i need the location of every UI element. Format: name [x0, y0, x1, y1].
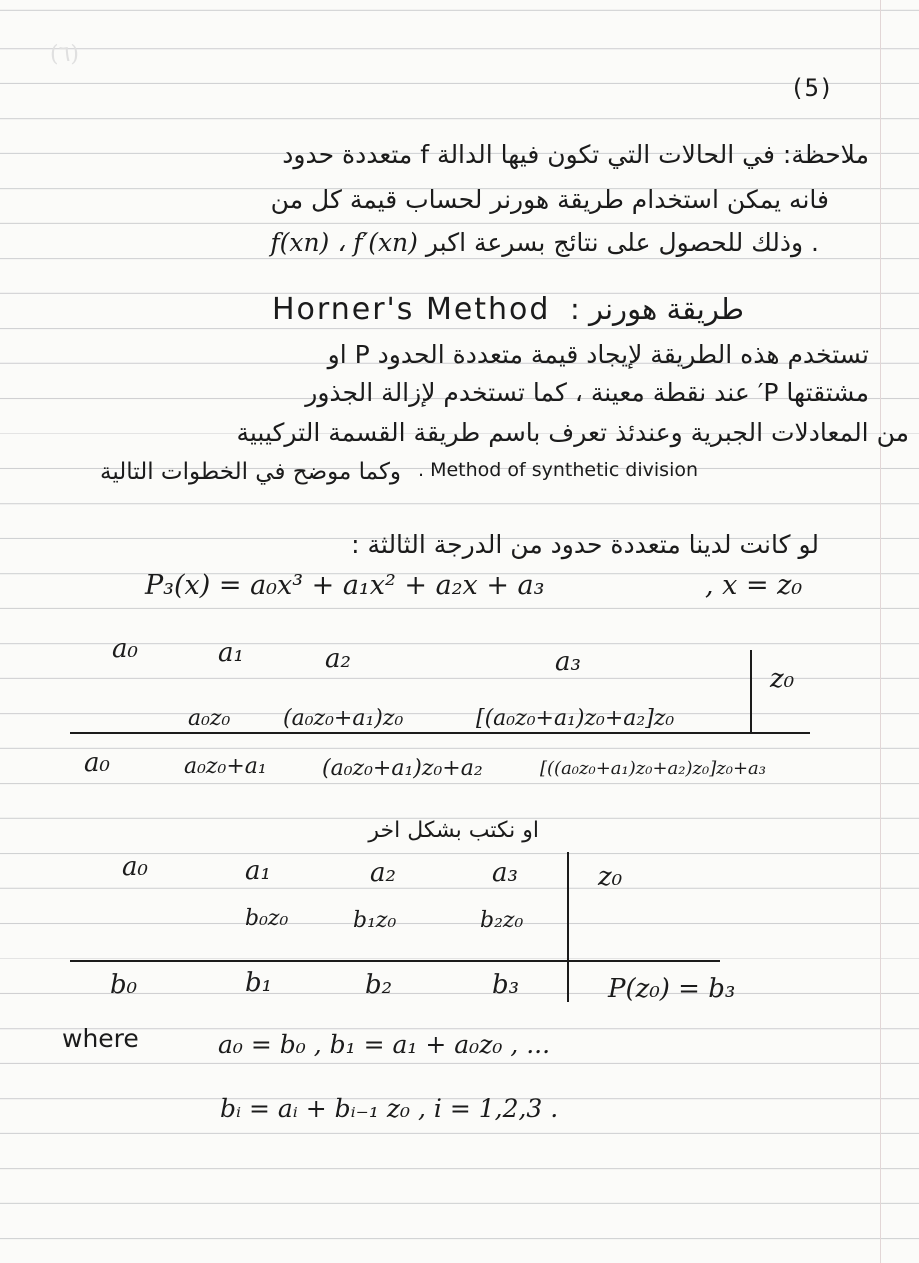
heading-arabic: طريقة هورنر :: [570, 292, 744, 326]
t2-value: P(z₀) = b₃: [608, 974, 736, 1004]
t2-coeff-a0: a₀: [122, 852, 148, 882]
para-line-3: من المعادلات الجبرية وعندئذ تعرف باسم طريقة القسمة التركيبية: [236, 418, 909, 447]
note-line-3-text: وذلك للحصول على نتائج بسرعة اكبر .: [425, 228, 819, 257]
where-label: where: [62, 1024, 139, 1053]
polynomial-point: , x = z₀: [705, 570, 803, 601]
t2-vertical-divider: [567, 852, 569, 1002]
note-line-2: فانه يمكن استخدام طريقة هورنر لحساب قيمة كل من: [270, 185, 829, 214]
alt-intro: او نكتب بشكل اخر: [368, 818, 539, 843]
para-line-4-english: . Method of synthetic division: [418, 459, 699, 481]
t2-product-1: b₀z₀: [245, 906, 289, 931]
general-formula: bᵢ = aᵢ + bᵢ₋₁ z₀ , i = 1,2,3 .: [220, 1094, 559, 1123]
para-line-4-arabic: وكما موضح في الخطوات التالية: [100, 459, 402, 485]
page-number: (5): [790, 74, 834, 102]
t1-coeff-a0: a₀: [112, 634, 138, 664]
where-expression: a₀ = b₀ , b₁ = a₁ + a₀z₀ , ...: [218, 1030, 551, 1059]
note-line-3-math: f(xn) ، f′(xn): [270, 228, 418, 257]
faded-page-number: (٦): [50, 42, 80, 67]
note-line-3: [270, 228, 819, 257]
t2-result-b0: b₀: [110, 970, 138, 1000]
t2-result-b2: b₂: [365, 970, 393, 1000]
t2-point: z₀: [598, 862, 623, 892]
t2-coeff-a2: a₂: [370, 858, 396, 888]
t2-coeff-a3: a₃: [492, 858, 518, 888]
poly-intro: لو كانت لدينا متعددة حدود من الدرجة الثالثة :: [351, 530, 819, 559]
t1-vertical-divider: [750, 650, 752, 734]
t2-result-b1: b₁: [245, 968, 273, 998]
t2-coeff-a1: a₁: [245, 856, 271, 886]
t1-point: z₀: [770, 664, 795, 694]
t1-product-1: a₀z₀: [188, 706, 231, 731]
t1-result-2: a₀z₀+a₁: [184, 754, 267, 779]
t2-product-3: b₂z₀: [480, 908, 524, 933]
t1-horizontal-rule: [70, 732, 810, 734]
para-line-2: مشتقتها P′ عند نقطة معينة ، كما تستخدم لإزالة الجذور: [305, 378, 869, 407]
t1-result-1: a₀: [84, 748, 110, 778]
t1-coeff-a1: a₁: [218, 638, 244, 668]
t1-product-3: [(a₀z₀+a₁)z₀+a₂]z₀: [476, 706, 675, 731]
t1-coeff-a3: a₃: [555, 647, 581, 677]
para-line-1: تستخدم هذه الطريقة لإيجاد قيمة متعددة الحدود P او: [327, 340, 869, 369]
t2-product-2: b₁z₀: [353, 908, 397, 933]
t1-result-4: [((a₀z₀+a₁)z₀+a₂)z₀]z₀+a₃: [540, 758, 766, 779]
heading-english: Horner's Method: [272, 292, 551, 327]
t1-product-2: (a₀z₀+a₁)z₀: [283, 706, 404, 731]
t1-coeff-a2: a₂: [325, 644, 351, 674]
margin-line: [880, 0, 881, 1263]
polynomial-expression: P₃(x) = a₀x³ + a₁x² + a₂x + a₃: [145, 570, 545, 601]
t1-result-3: (a₀z₀+a₁)z₀+a₂: [322, 756, 483, 781]
t2-result-b3: b₃: [492, 970, 520, 1000]
note-line-1: ملاحظة: في الحالات التي تكون فيها الدالة f متعددة حدود: [282, 140, 869, 169]
t2-horizontal-rule: [70, 960, 720, 962]
